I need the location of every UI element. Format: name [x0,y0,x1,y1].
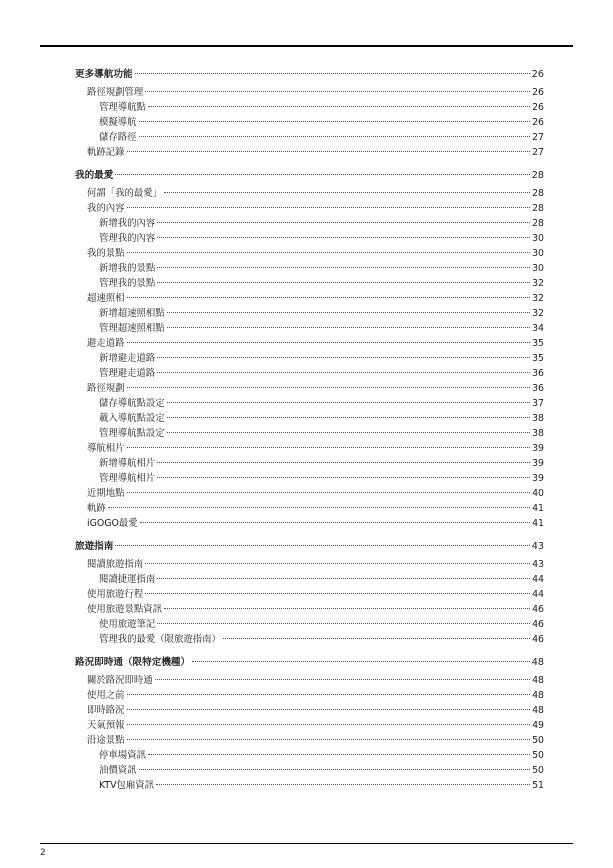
toc-entry-page: 41 [532,518,544,529]
toc-entry-title: iGOGO最愛 [87,518,138,529]
dot-leader [148,754,530,755]
dot-leader [167,312,530,313]
dot-leader [145,593,530,594]
toc-chapter-entry[interactable] [75,167,544,184]
toc-entry-title: 使用旅遊行程 [87,589,144,600]
dot-leader [140,522,530,523]
toc-entry-title: 油價資訊 [99,765,137,776]
toc-entry-page: 48 [532,705,544,716]
toc-entry-title: 儲存導航點設定 [99,398,165,409]
toc-entry-title: 導航相片 [87,443,125,454]
toc-entry-title: 我的最愛 [75,170,114,181]
toc-entry-page: 50 [532,735,544,746]
toc-entry-page: 35 [532,338,544,349]
dot-leader [164,608,530,609]
dot-leader [115,174,529,175]
toc-entry[interactable] [75,201,544,216]
toc-section [75,66,544,160]
toc-entry[interactable] [75,441,544,456]
dot-leader [192,661,530,662]
dot-leader [157,267,530,268]
toc-entry[interactable] [75,291,544,306]
toc-entry-title: 使用之前 [87,690,125,701]
toc-entry-page: 38 [532,413,544,424]
dot-leader [157,237,530,238]
toc-entry[interactable] [75,100,544,115]
toc-entry-title: 近期地點 [87,488,125,499]
dot-leader [167,417,530,418]
dot-leader [127,492,531,493]
toc-entry[interactable] [75,145,544,160]
toc-chapter-entry[interactable] [75,66,544,83]
toc-entry[interactable] [75,486,544,501]
toc-entry-page: 36 [532,368,544,379]
toc-entry-title: 路徑規劃管理 [87,87,144,98]
dot-leader [127,709,531,710]
toc-entry[interactable] [75,733,544,748]
toc-entry[interactable] [75,471,544,486]
dot-leader [108,507,530,508]
dot-leader [135,73,530,74]
toc-entry-title: 沿途景點 [87,735,125,746]
dot-leader [157,462,530,463]
toc-entry[interactable] [75,115,544,130]
toc-entry-page: 32 [532,278,544,289]
toc-entry[interactable] [75,351,544,366]
toc-entry-title: 管理我的最愛（限旅遊指南） [99,634,221,645]
toc-entry[interactable] [75,632,544,647]
toc-entry-title: 新增我的景點 [99,263,156,274]
toc-entry-title: 使用旅遊筆記 [99,619,156,630]
dot-leader [139,121,531,122]
toc-entry[interactable] [75,572,544,587]
page-number: 2 [40,848,46,858]
top-rule [40,45,573,47]
toc-entry[interactable] [75,366,544,381]
toc-entry-page: 51 [532,780,544,791]
toc-entry-title: KTV包廂資訊 [99,780,155,791]
toc-entry[interactable] [75,130,544,145]
toc-entry-title: 即時路況 [87,705,125,716]
toc-section [75,167,544,531]
toc-entry-page: 28 [532,218,544,229]
dot-leader [127,297,531,298]
toc-entry-page: 39 [532,443,544,454]
dot-leader [156,784,530,785]
toc-entry-title: 模擬導航 [99,117,137,128]
toc-entry[interactable] [75,276,544,291]
toc-entry-page: 50 [532,765,544,776]
toc-entry-title: 路況即時通（限特定機種） [75,657,191,668]
toc-entry[interactable] [75,516,544,531]
toc-entry[interactable] [75,718,544,733]
toc-entry-page: 32 [532,308,544,319]
dot-leader [139,136,531,137]
dot-leader [157,477,530,478]
toc-entry[interactable] [75,396,544,411]
toc-entry-title: 載入導航點設定 [99,413,165,424]
toc-entry-page: 36 [532,383,544,394]
toc-entry-page: 40 [532,488,544,499]
toc-entry-title: 何謂「我的最愛」 [87,188,163,199]
toc-entry-page: 27 [532,147,544,158]
toc-entry-title: 閱讀捷運指南 [99,574,156,585]
toc-entry[interactable] [75,778,544,793]
toc-entry[interactable] [75,748,544,763]
toc-entry[interactable] [75,85,544,100]
dot-leader [155,679,530,680]
toc-entry[interactable] [75,381,544,396]
toc-entry-title: 管理導航點設定 [99,428,165,439]
bottom-rule [40,843,573,844]
toc-entry-page: 28 [532,203,544,214]
toc-chapter-entry[interactable] [75,654,544,671]
toc-entry[interactable] [75,587,544,602]
toc-chapter-entry[interactable] [75,538,544,555]
toc-entry-title: 管理避走道路 [99,368,156,379]
dot-leader [164,192,530,193]
toc-entry[interactable] [75,426,544,441]
dot-leader [127,739,531,740]
toc-entry-page: 28 [532,188,544,199]
dot-leader [167,402,530,403]
table-of-contents [75,66,544,800]
toc-entry[interactable] [75,321,544,336]
toc-entry-page: 26 [531,69,544,80]
toc-entry[interactable] [75,186,544,201]
toc-entry-page: 44 [532,589,544,600]
toc-entry-title: 軌跡 [87,503,106,514]
toc-entry-page: 26 [532,117,544,128]
toc-entry-page: 43 [531,541,544,552]
dot-leader [157,222,530,223]
dot-leader [157,578,530,579]
toc-section [75,654,544,793]
toc-entry-page: 38 [532,428,544,439]
toc-entry-page: 35 [532,353,544,364]
dot-leader [145,91,530,92]
toc-entry[interactable] [75,602,544,617]
dot-leader [127,387,531,388]
toc-entry-page: 48 [532,675,544,686]
toc-entry[interactable] [75,216,544,231]
toc-entry-title: 新增避走道路 [99,353,156,364]
toc-entry[interactable] [75,557,544,572]
toc-entry-page: 26 [532,102,544,113]
toc-entry-title: 管理我的內容 [99,233,156,244]
dot-leader [157,357,530,358]
dot-leader [127,694,531,695]
toc-entry[interactable] [75,306,544,321]
toc-entry-title: 使用旅遊景點資訊 [87,604,163,615]
dot-leader [167,432,530,433]
dot-leader [127,724,531,725]
toc-entry-page: 27 [532,132,544,143]
toc-entry-page: 26 [532,87,544,98]
toc-entry-page: 46 [532,634,544,645]
toc-entry-title: 避走道路 [87,338,125,349]
toc-entry-title: 我的內容 [87,203,125,214]
toc-entry-page: 41 [532,503,544,514]
toc-entry-page: 48 [531,657,544,668]
toc-entry-title: 路徑規劃 [87,383,125,394]
toc-entry-page: 30 [532,233,544,244]
dot-leader [157,623,530,624]
toc-entry-page: 30 [532,248,544,259]
toc-entry-page: 28 [531,170,544,181]
toc-entry-title: 閱讀旅遊指南 [87,559,144,570]
toc-entry-title: 新增我的內容 [99,218,156,229]
toc-entry[interactable] [75,688,544,703]
toc-entry[interactable] [75,703,544,718]
toc-entry-title: 管理超速照相點 [99,323,165,334]
dot-leader [148,106,530,107]
dot-leader [127,252,531,253]
toc-entry[interactable] [75,246,544,261]
toc-entry-page: 46 [532,604,544,615]
toc-entry[interactable] [75,261,544,276]
dot-leader [127,151,531,152]
toc-entry-title: 管理我的景點 [99,278,156,289]
dot-leader [127,207,531,208]
dot-leader [167,327,530,328]
toc-entry-title: 軌跡記錄 [87,147,125,158]
toc-entry-title: 新增超速照相點 [99,308,165,319]
toc-entry[interactable] [75,763,544,778]
toc-entry-page: 39 [532,473,544,484]
toc-entry-page: 43 [532,559,544,570]
dot-leader [139,769,531,770]
toc-entry-title: 旅遊指南 [75,541,114,552]
dot-leader [115,545,529,546]
dot-leader [157,372,530,373]
dot-leader [157,282,530,283]
toc-entry-page: 30 [532,263,544,274]
dot-leader [223,638,530,639]
toc-entry-page: 39 [532,458,544,469]
toc-entry[interactable] [75,231,544,246]
toc-entry[interactable] [75,411,544,426]
toc-entry[interactable] [75,617,544,632]
toc-section [75,538,544,647]
toc-entry-page: 48 [532,690,544,701]
toc-entry-page: 32 [532,293,544,304]
toc-entry-title: 更多導航功能 [75,69,133,80]
toc-entry[interactable] [75,501,544,516]
toc-entry-title: 管理導航相片 [99,473,156,484]
toc-entry-title: 超速照相 [87,293,125,304]
toc-entry-page: 50 [532,750,544,761]
toc-entry[interactable] [75,456,544,471]
toc-entry-title: 管理導航點 [99,102,146,113]
toc-entry-title: 我的景點 [87,248,125,259]
toc-entry-title: 天氣預報 [87,720,125,731]
dot-leader [127,447,531,448]
dot-leader [127,342,531,343]
toc-entry-page: 46 [532,619,544,630]
toc-entry-page: 34 [532,323,544,334]
toc-entry-title: 新增導航相片 [99,458,156,469]
toc-entry[interactable] [75,336,544,351]
toc-entry-page: 37 [532,398,544,409]
toc-entry-page: 49 [532,720,544,731]
toc-entry-title: 儲存路徑 [99,132,137,143]
dot-leader [145,563,530,564]
toc-entry[interactable] [75,673,544,688]
toc-entry-title: 停車場資訊 [99,750,146,761]
toc-entry-page: 44 [532,574,544,585]
toc-entry-title: 關於路況即時通 [87,675,153,686]
